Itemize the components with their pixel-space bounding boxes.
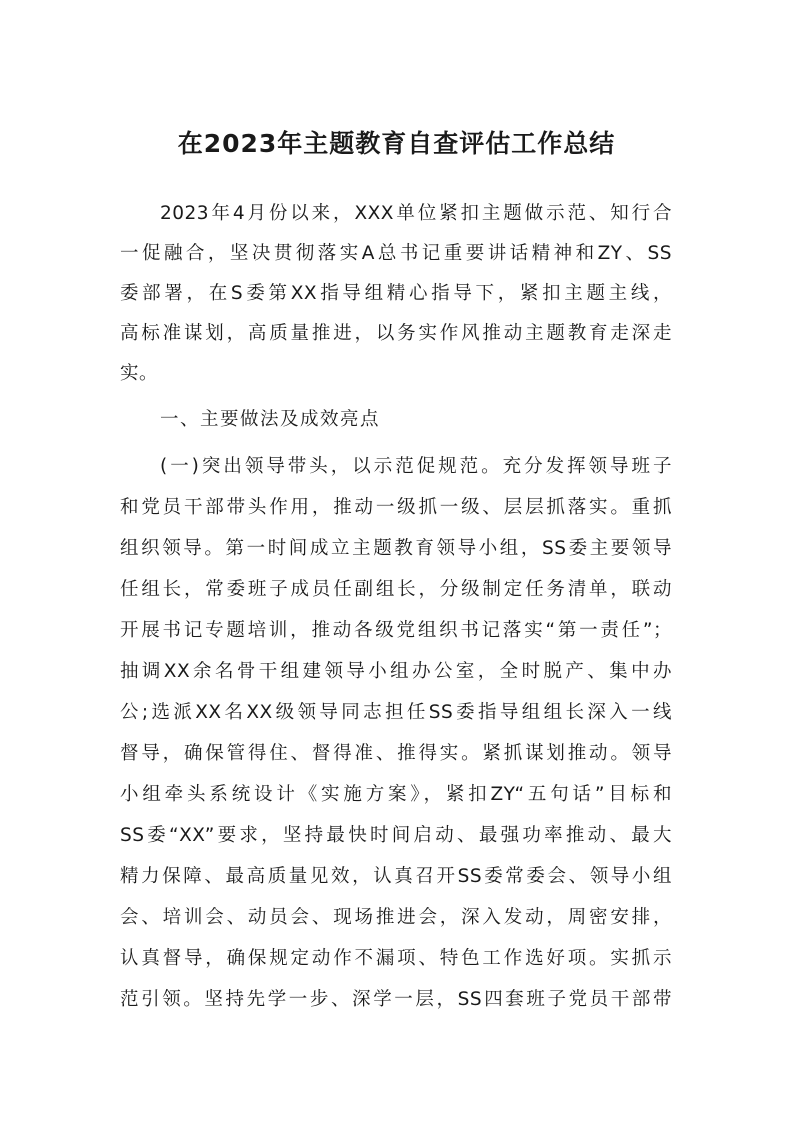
body-line: 精力保障、最高质量见效，认真召开SS委常委会、领导小组	[120, 866, 672, 887]
body-line: 范引领。坚持先学一步、深学一层，SS四套班子党员干部带	[120, 989, 672, 1010]
body-line: 会、培训会、动员会、现场推进会，深入发动，周密安排，	[120, 907, 672, 928]
intro-line: 2023年4月份以来，XXX单位紧扣主题做示范、知行合	[160, 203, 672, 224]
body-line: 督导，确保管得住、督得准、推得实。紧抓谋划推动。领导	[120, 743, 672, 764]
body-line: 认真督导，确保规定动作不漏项、特色工作选好项。实抓示	[120, 948, 672, 969]
body-line: 任组长，常委班子成员任副组长，分级制定任务清单，联动	[120, 579, 672, 600]
body-line: 公;选派XX名XX级领导同志担任SS委指导组组长深入一线	[120, 702, 672, 723]
intro-line: 高标准谋划，高质量推进，以务实作风推动主题教育走深走	[120, 323, 672, 344]
intro-line: 实。	[120, 363, 159, 384]
body-line: 和党员干部带头作用，推动一级抓一级、层层抓落实。重抓	[120, 497, 672, 518]
intro-line: 委部署，在S委第XX指导组精心指导下，紧扣主题主线，	[120, 283, 672, 304]
document-title: 在2023年主题教育自查评估工作总结	[177, 129, 616, 158]
body-line: 抽调XX余名骨干组建领导小组办公室，全时脱产、集中办	[120, 661, 672, 682]
body-line: 组织领导。第一时间成立主题教育领导小组，SS委主要领导	[120, 538, 672, 559]
intro-line: 一促融合，坚决贯彻落实A总书记重要讲话精神和ZY、SS	[120, 243, 672, 264]
body-line: (一)突出领导带头，以示范促规范。充分发挥领导班子	[160, 456, 672, 477]
section-heading: 一、主要做法及成效亮点	[160, 409, 381, 430]
body-line: 开展书记专题培训，推动各级党组织书记落实“第一责任”；	[120, 620, 672, 641]
body-line: SS委“XX”要求，坚持最快时间启动、最强功率推动、最大	[120, 825, 672, 846]
body-line: 小组牵头系统设计《实施方案》，紧扣ZY“五句话”目标和	[120, 784, 672, 805]
